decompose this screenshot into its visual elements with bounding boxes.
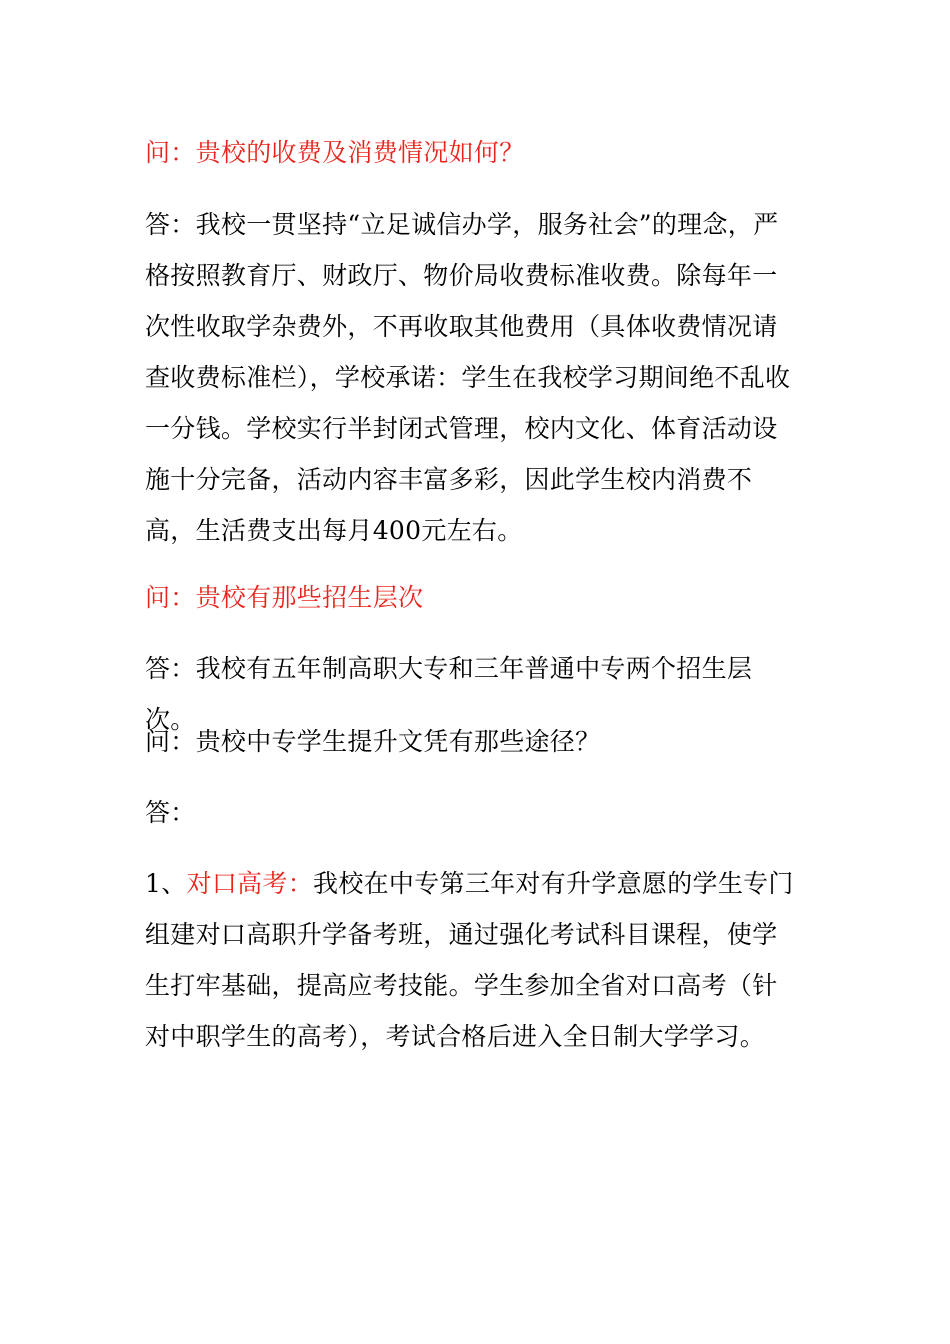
question-diploma: 问：贵校中专学生提升文凭有那些途径？ bbox=[145, 727, 601, 756]
list-item-number: 1、 bbox=[145, 869, 187, 898]
answer-fees: 答：我校一贯坚持“立足诚信办学，服务社会”的理念，严格按照教育厅、财政厅、物价局收费标准收费。除每年一次性收取学杂费外，不再收取其他费用（具体收费情况请查收费标准栏），学校承诺：学生在我校学习期间绝不乱收一分钱。学校实行半封闭式管理，校内文化、体育活动设施十分完备，活动内容丰富多彩，因此学生校内消费不高，生活费支出每月400元左右。 bbox=[145, 210, 791, 545]
answer-diploma-label: 答： bbox=[145, 798, 196, 827]
question-fees: 问：贵校的收费及消费情况如何？ bbox=[145, 138, 525, 167]
list-item-exam bbox=[145, 858, 795, 1062]
list-item-text: 我校在中专第三年对有升学意愿的学生专门组建对口高职升学备考班，通过强化考试科目课程，使学生打牢基础，提高应考技能。学生参加全省对口高考（针对中职学生的高考），考试合格后进入全日制大学学习。 bbox=[145, 869, 794, 1051]
list-item-title: 对口高考： bbox=[186, 869, 314, 898]
answer-levels: 答：我校有五年制高职大专和三年普通中专两个招生层次。 bbox=[145, 654, 753, 734]
question-levels: 问：贵校有那些招生层次 bbox=[145, 583, 424, 612]
